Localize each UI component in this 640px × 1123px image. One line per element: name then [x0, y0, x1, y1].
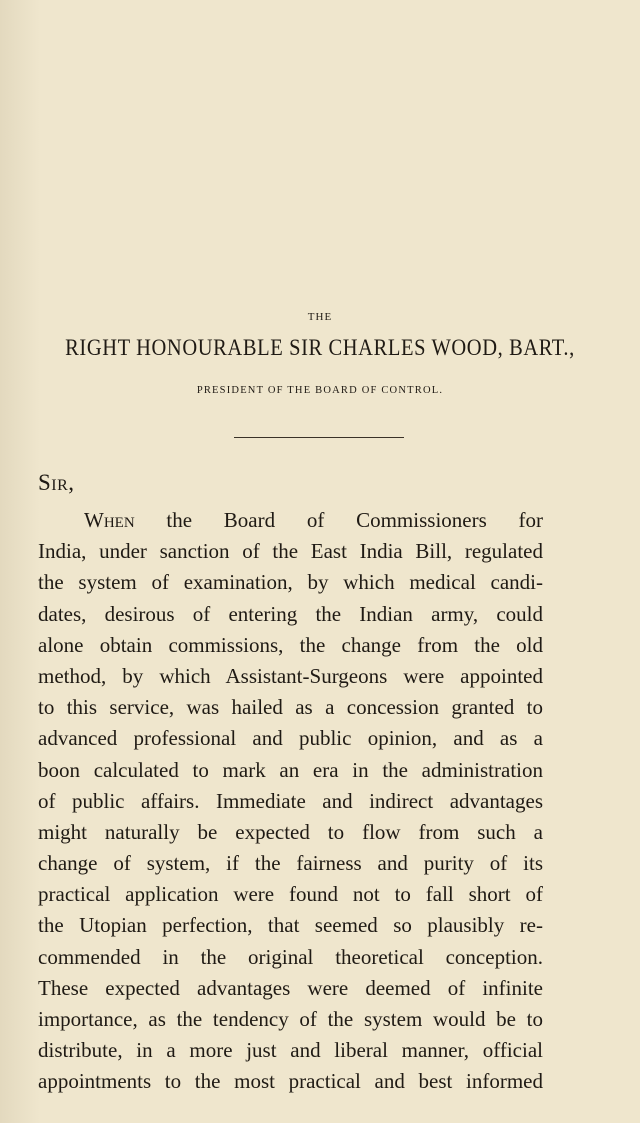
paragraph-line: practical application were found not to fall short of — [38, 882, 543, 907]
divider-rule — [234, 437, 404, 438]
body-paragraph — [38, 505, 543, 1098]
paragraph-first-word: When — [84, 508, 135, 532]
paragraph-line: dates, desirous of entering the Indian army, could — [38, 601, 543, 626]
paragraph-line: method, by which Assistant-Surgeons were appointed — [38, 663, 543, 688]
salutation: Sir, — [38, 470, 75, 495]
paragraph-line: boon calculated to mark an era in the administration — [38, 757, 543, 782]
paragraph-line: of public affairs. Immediate and indirect advantages — [38, 788, 543, 813]
addressee-heading: RIGHT HONOURABLE SIR CHARLES WOOD, BART., — [65, 335, 575, 361]
paragraph-line: change of system, if the fairness and purity of its — [38, 851, 543, 876]
heading-the: THE — [307, 311, 333, 323]
paragraph-line: the system of examination, by which medical candi- — [38, 570, 543, 595]
paragraph-line: might naturally be expected to flow from such a — [38, 819, 543, 844]
paragraph-line-text: the Board of Commissioners for — [134, 508, 543, 532]
paragraph-line: the Utopian perfection, that seemed so plausibly re- — [38, 913, 543, 938]
paragraph-line: importance, as the tendency of the system would be to — [38, 1007, 543, 1031]
paragraph-line: advanced professional and public opinion, and as a — [38, 726, 543, 751]
paragraph-line: alone obtain commissions, the change from the old — [38, 632, 543, 657]
paragraph-line: These expected advantages were deemed of infinite — [38, 975, 543, 1000]
paragraph-line: appointments to the most practical and best informed — [38, 1069, 543, 1094]
paragraph-line: India, under sanction of the East India Bill, regulated — [38, 539, 543, 564]
paragraph-line: commended in the original theoretical conception. — [38, 944, 543, 969]
paragraph-line: distribute, in a more just and liberal manner, official — [38, 1038, 543, 1063]
paragraph-line: to this service, was hailed as a concession granted to — [38, 695, 543, 720]
paragraph-line — [38, 505, 543, 536]
addressee-subtitle: PRESIDENT OF THE BOARD OF CONTROL. — [196, 385, 444, 396]
